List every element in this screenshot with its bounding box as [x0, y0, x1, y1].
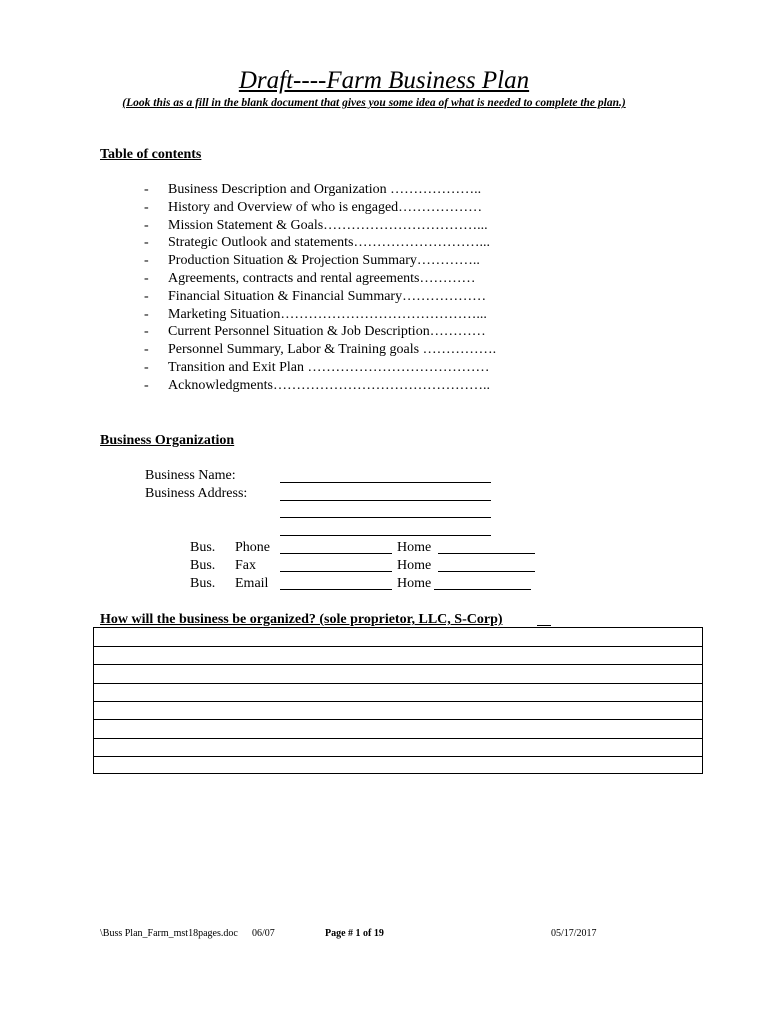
toc-item-text: Agreements, contracts and rental agreements…………	[168, 270, 476, 286]
footer-version: 06/07	[252, 928, 275, 939]
toc-bullet: -	[144, 270, 149, 286]
toc-bullet: -	[144, 253, 149, 269]
answer-line	[94, 756, 702, 757]
toc-item-business-description	[144, 181, 496, 199]
toc-item-strategic-outlook	[144, 234, 496, 252]
toc-item-personnel-situation	[144, 323, 496, 341]
phone-label: Phone	[235, 540, 270, 555]
bus-phone-field[interactable]	[280, 553, 392, 554]
business-address-field-2[interactable]	[280, 517, 491, 518]
home-label: Home	[397, 576, 432, 591]
toc-heading: Table of contents	[100, 147, 202, 162]
business-name-field[interactable]	[280, 482, 491, 483]
toc-bullet: -	[144, 199, 149, 215]
footer-page-number: Page # 1 of 19	[325, 928, 384, 939]
toc-bullet: -	[144, 359, 149, 375]
toc-item-text: Current Personnel Situation & Job Description…………	[168, 324, 486, 340]
home-fax-field[interactable]	[438, 571, 535, 572]
fax-label: Fax	[235, 558, 256, 573]
toc-bullet: -	[144, 342, 149, 358]
toc-bullet: -	[144, 235, 149, 251]
toc-item-acknowledgments	[144, 377, 496, 395]
toc-bullet: -	[144, 288, 149, 304]
toc-item-text: Production Situation & Projection Summary…………..	[168, 253, 480, 269]
toc-item-text: Acknowledgments………………………………………..	[168, 377, 490, 393]
toc-bullet: -	[144, 306, 149, 322]
toc-item-agreements	[144, 270, 496, 288]
toc-item-marketing-situation	[144, 306, 496, 324]
organization-answer-box[interactable]	[93, 627, 703, 774]
business-address-field-1[interactable]	[280, 500, 491, 501]
bus-label: Bus.	[190, 576, 216, 591]
bus-label: Bus.	[190, 558, 216, 573]
toc-item-transition-exit	[144, 359, 496, 377]
question-underline-tail	[537, 625, 551, 626]
toc-item-text: Personnel Summary, Labor & Training goals …………….	[168, 342, 497, 358]
toc-item-text: Financial Situation & Financial Summary………………	[168, 288, 487, 304]
toc-item-mission-statement	[144, 217, 496, 235]
toc-item-production-situation	[144, 252, 496, 270]
toc-item-text: Marketing Situation……………………………………...	[168, 306, 487, 322]
toc-item-text: Strategic Outlook and statements………………………...	[168, 235, 490, 251]
answer-line	[94, 664, 702, 665]
toc-list	[144, 181, 496, 395]
bus-email-field[interactable]	[280, 589, 392, 590]
document-subtitle: (Look this as a fill in the blank document that gives you some idea of what is needed to complete the plan.)	[122, 97, 626, 109]
organization-question: How will the business be organized? (sole proprietor, LLC, S-Corp)	[100, 612, 503, 627]
answer-line	[94, 701, 702, 702]
footer-filename: \Buss Plan_Farm_mst18pages.doc	[100, 928, 238, 939]
email-label: Email	[235, 576, 269, 591]
home-email-field[interactable]	[434, 589, 531, 590]
toc-item-text: Transition and Exit Plan …………………………………	[168, 359, 490, 375]
bus-fax-field[interactable]	[280, 571, 392, 572]
toc-item-history-overview	[144, 199, 496, 217]
home-label: Home	[397, 540, 432, 555]
business-name-label: Business Name:	[145, 468, 236, 483]
answer-line	[94, 646, 702, 647]
business-organization-heading: Business Organization	[100, 433, 235, 448]
toc-bullet: -	[144, 182, 149, 197]
toc-item-financial-situation	[144, 288, 496, 306]
bus-label: Bus.	[190, 540, 216, 555]
answer-line	[94, 683, 702, 684]
document-title: Draft----Farm Business Plan	[238, 67, 530, 94]
home-phone-field[interactable]	[438, 553, 535, 554]
toc-item-text: Mission Statement & Goals……………………………...	[168, 217, 488, 233]
business-address-label: Business Address:	[145, 486, 248, 501]
answer-line	[94, 738, 702, 739]
toc-bullet: -	[144, 217, 149, 233]
toc-bullet: -	[144, 324, 149, 340]
answer-line	[94, 719, 702, 720]
home-label: Home	[397, 558, 432, 573]
business-address-field-3[interactable]	[280, 535, 491, 536]
footer-date: 05/17/2017	[551, 928, 597, 939]
toc-item-text: Business Description and Organization ………………..	[168, 182, 482, 197]
toc-bullet: -	[144, 377, 149, 393]
toc-item-personnel-summary	[144, 341, 496, 359]
toc-item-text: History and Overview of who is engaged………………	[168, 199, 483, 215]
